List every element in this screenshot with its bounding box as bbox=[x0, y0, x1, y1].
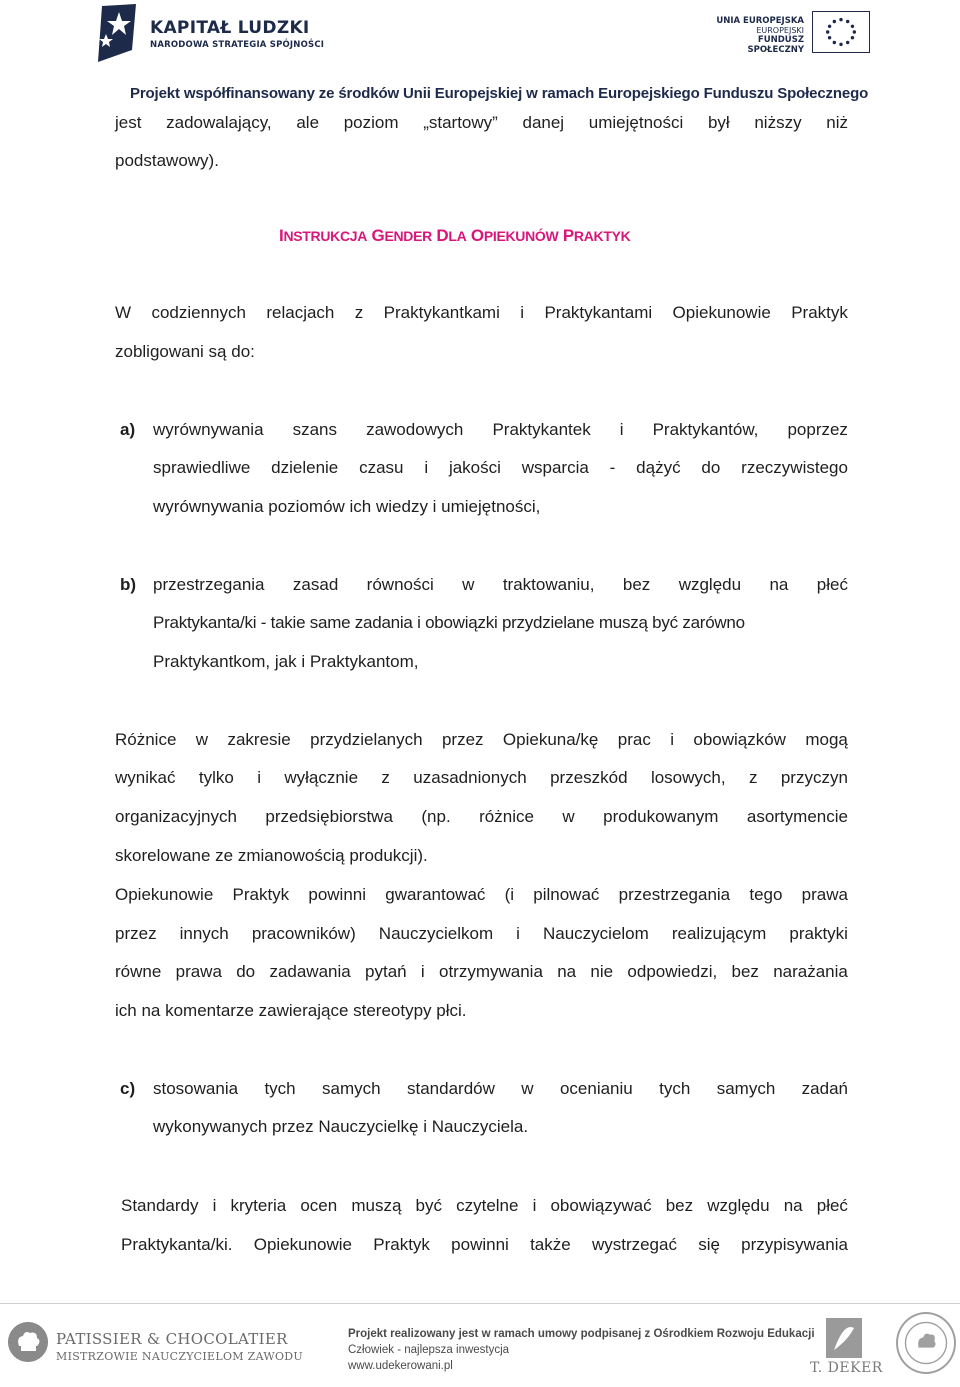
text-span: ENDER bbox=[384, 228, 432, 244]
text-span: i bbox=[619, 420, 624, 439]
para4-line-1 bbox=[121, 1196, 848, 1216]
deker-logo-icon bbox=[826, 1318, 862, 1358]
text-span: Praktykantkami bbox=[383, 303, 500, 322]
text-span: bez bbox=[731, 962, 759, 981]
text-span: być bbox=[415, 1196, 442, 1215]
text-span: poprzez bbox=[787, 420, 848, 439]
text-span: z bbox=[381, 768, 390, 787]
text-span: Praktykantek bbox=[492, 420, 591, 439]
para2-line-3 bbox=[115, 807, 848, 827]
text-span: w bbox=[195, 730, 209, 749]
text-span: obowiązków bbox=[693, 730, 786, 749]
text-span: zawodowych bbox=[366, 420, 464, 439]
text-span: relacjach bbox=[266, 303, 335, 322]
text-span: i bbox=[212, 1196, 217, 1215]
text-span: traktowaniu, bbox=[502, 575, 595, 594]
text-span: NSTRUKCJA bbox=[283, 228, 368, 244]
text-span: na bbox=[769, 575, 789, 594]
text-span: wyrównywania bbox=[153, 420, 264, 439]
kapital-ludzki-logo bbox=[92, 4, 142, 62]
text-span: asortymencie bbox=[746, 807, 848, 826]
text-span: pytań bbox=[365, 962, 407, 981]
word: umiejętności bbox=[588, 113, 684, 132]
text-span: produkowanym bbox=[603, 807, 719, 826]
patissier-title: PATISSIER & CHOCOLATIER bbox=[56, 1330, 288, 1348]
text-span: pilnować bbox=[533, 885, 600, 904]
text-span: Różnice bbox=[115, 730, 177, 749]
text-span: przydzielanych bbox=[310, 730, 423, 749]
para4-line-2 bbox=[121, 1235, 848, 1255]
text-span: powinni bbox=[451, 1235, 509, 1254]
item-b-line-3: Praktykantkom, jak i Praktykantom, bbox=[153, 652, 419, 671]
text-span: mogą bbox=[805, 730, 848, 749]
eu-line1: UNIA EUROPEJSKA bbox=[716, 16, 804, 26]
text-span: przez bbox=[441, 730, 484, 749]
kapital-ludzki-subtitle: NARODOWA STRATEGIA SPÓJNOŚCI bbox=[150, 40, 325, 50]
text-span: standardów bbox=[407, 1079, 495, 1098]
text-span: i bbox=[420, 962, 425, 981]
text-span: losowych, bbox=[650, 768, 726, 787]
text-span: pracowników) bbox=[251, 924, 356, 943]
text-span: Nauczycielkom bbox=[378, 924, 494, 943]
text-span: Praktyk bbox=[232, 885, 290, 904]
text-span: przypisywania bbox=[741, 1235, 848, 1254]
text-span: przestrzegania bbox=[153, 575, 265, 594]
text-span: ocen bbox=[300, 1196, 338, 1215]
text-span: kryteria bbox=[230, 1196, 287, 1215]
text-span: na bbox=[557, 962, 577, 981]
para1-line-2: zobligowani są do: bbox=[115, 342, 255, 361]
ore-slogan: Człowiek - najlepsza inwestycja bbox=[348, 1344, 510, 1356]
text-span: uzasadnionych bbox=[413, 768, 527, 787]
text-span: także bbox=[530, 1235, 571, 1254]
text-span: na bbox=[783, 1196, 803, 1215]
text-span: PIEKUNÓW bbox=[483, 228, 559, 244]
para3-line-2 bbox=[115, 924, 848, 944]
text-span: z bbox=[354, 303, 364, 322]
eu-line3: FUNDUSZ SPOŁECZNY bbox=[747, 35, 804, 55]
text-span: tego bbox=[749, 885, 783, 904]
text-span: O bbox=[470, 226, 484, 245]
text-span: RAKTYK bbox=[573, 228, 631, 244]
text-span: czytelne bbox=[456, 1196, 519, 1215]
word: ale bbox=[296, 113, 320, 132]
item-c-line-1 bbox=[153, 1079, 848, 1099]
text-span: prawa bbox=[801, 885, 848, 904]
text-span: organizacyjnych bbox=[115, 807, 237, 826]
footer-divider bbox=[0, 1303, 960, 1304]
text-span: samych bbox=[322, 1079, 381, 1098]
text-span: odpowiedzi, bbox=[627, 962, 718, 981]
word: „startowy” bbox=[423, 113, 498, 132]
text-span: względu bbox=[707, 1196, 770, 1215]
text-span: przyczyn bbox=[780, 768, 848, 787]
text-span: w bbox=[462, 575, 475, 594]
text-span: tych bbox=[659, 1079, 691, 1098]
text-span: dążyć bbox=[636, 458, 681, 477]
text-span: bez bbox=[665, 1196, 694, 1215]
text-span: obowiązywać bbox=[550, 1196, 652, 1215]
eu-label bbox=[700, 16, 804, 55]
text-span: przeszkód bbox=[550, 768, 628, 787]
intro-line-2: podstawowy). bbox=[115, 151, 219, 170]
para3-line-1 bbox=[115, 885, 848, 905]
text-span: się bbox=[698, 1235, 720, 1254]
para3-line-4: ich na komentarze zawierające stereotypy płci. bbox=[115, 1001, 467, 1020]
text-span: codziennych bbox=[151, 303, 246, 322]
text-span: prawa bbox=[175, 962, 222, 981]
cofunding-note: Projekt współfinansowany ze środków Unii Europejskiej w ramach Europejskiego Funduszu Społecznego bbox=[130, 85, 869, 102]
website-link[interactable]: www.udekerowani.pl bbox=[348, 1360, 453, 1372]
text-span: G bbox=[371, 226, 385, 245]
section-heading bbox=[279, 226, 630, 246]
text-span: innych bbox=[179, 924, 229, 943]
item-c-line-2: wykonywanych przez Nauczycielkę i Nauczyciela. bbox=[153, 1117, 529, 1136]
text-span: bez bbox=[622, 575, 651, 594]
word: danej bbox=[522, 113, 565, 132]
para3-line-3 bbox=[115, 962, 848, 982]
text-span: względu bbox=[678, 575, 742, 594]
kapital-ludzki-title: KAPITAŁ LUDZKI bbox=[150, 18, 310, 38]
text-span: powinni bbox=[308, 885, 367, 904]
text-span: jakości bbox=[448, 458, 501, 477]
para1-line-1 bbox=[115, 303, 848, 323]
text-span: przez bbox=[115, 924, 157, 943]
text-span: płeć bbox=[816, 1196, 848, 1215]
text-span: wynikać bbox=[115, 768, 176, 787]
para2-line-1 bbox=[115, 730, 848, 750]
text-span: i bbox=[532, 1196, 537, 1215]
text-span: P bbox=[562, 226, 574, 245]
text-span: otrzymywania bbox=[438, 962, 543, 981]
text-span: przestrzegania bbox=[618, 885, 731, 904]
text-span: sprawiedliwe bbox=[153, 458, 251, 477]
text-span: Praktykantami bbox=[544, 303, 653, 322]
text-span: (i bbox=[504, 885, 515, 904]
word: był bbox=[707, 113, 730, 132]
text-span: I bbox=[279, 226, 284, 245]
list-label-b: b) bbox=[120, 575, 137, 594]
text-span: w bbox=[521, 1079, 534, 1098]
text-span: Praktyk bbox=[791, 303, 848, 322]
chef-hat-icon bbox=[8, 1322, 48, 1362]
deker-title: T. DEKER bbox=[810, 1360, 883, 1376]
word: poziom bbox=[343, 113, 399, 132]
text-span: Praktyk bbox=[373, 1235, 430, 1254]
intro-line-1 bbox=[115, 113, 848, 133]
text-span: do bbox=[701, 458, 721, 477]
text-span: samych bbox=[716, 1079, 776, 1098]
text-span: Opiekuna/kę bbox=[502, 730, 599, 749]
text-span: Praktykanta/ki. bbox=[121, 1235, 233, 1254]
text-span: rzeczywistego bbox=[741, 458, 848, 477]
list-label-a: a) bbox=[120, 420, 136, 439]
text-span: Opiekunowie bbox=[115, 885, 214, 904]
item-b-line-1 bbox=[153, 575, 848, 595]
para2-line-4: skorelowane ze zmianowością produkcji). bbox=[115, 846, 428, 865]
item-a-line-2 bbox=[153, 458, 848, 478]
text-span: równości bbox=[366, 575, 434, 594]
text-span: zadań bbox=[801, 1079, 848, 1098]
text-span: D bbox=[436, 226, 449, 245]
text-span: zakresie bbox=[227, 730, 291, 749]
text-span: gwarantować bbox=[385, 885, 486, 904]
text-span: stosowania bbox=[153, 1079, 239, 1098]
eu-line2: EUROPEJSKI bbox=[756, 26, 804, 35]
para2-line-2 bbox=[115, 768, 848, 788]
text-span: wyłącznie bbox=[284, 768, 359, 787]
text-span: Standardy bbox=[121, 1196, 199, 1215]
eu-flag-icon bbox=[812, 11, 870, 53]
text-span: muszą bbox=[351, 1196, 402, 1215]
text-span: z bbox=[748, 768, 758, 787]
text-span: równe bbox=[115, 962, 162, 981]
text-span: Praktykantów, bbox=[652, 420, 759, 439]
text-span: i bbox=[516, 924, 520, 943]
text-span: dzielenie bbox=[271, 458, 339, 477]
ore-note: Projekt realizowany jest w ramach umowy podpisanej z Ośrodkiem Rozwoju Edukacji bbox=[348, 1328, 815, 1340]
text-span: Opiekunowie bbox=[253, 1235, 353, 1254]
list-label-c: c) bbox=[120, 1079, 136, 1098]
word: niż bbox=[826, 113, 848, 132]
text-span: ocenianiu bbox=[559, 1079, 633, 1098]
text-span: nie bbox=[590, 962, 614, 981]
word: niższy bbox=[754, 113, 802, 132]
item-a-line-1 bbox=[153, 420, 848, 440]
text-span: do bbox=[236, 962, 256, 981]
text-span: i bbox=[520, 303, 525, 322]
text-span: i bbox=[257, 768, 261, 787]
patissier-subtitle: MISTRZOWIE NAUCZYCIELOM ZAWODU bbox=[56, 1350, 303, 1363]
association-seal-icon bbox=[896, 1312, 956, 1374]
text-span: i bbox=[670, 730, 674, 749]
text-span: W bbox=[115, 303, 132, 322]
text-span: realizującym bbox=[671, 924, 767, 943]
text-span: płeć bbox=[816, 575, 848, 594]
text-span: przedsiębiorstwa bbox=[265, 807, 393, 826]
text-span: zadawania bbox=[269, 962, 351, 981]
text-span: różnice bbox=[479, 807, 534, 826]
text-span: praktyki bbox=[789, 924, 848, 943]
word: zadowalający, bbox=[166, 113, 272, 132]
text-span: wystrzegać bbox=[591, 1235, 677, 1254]
text-span: narażania bbox=[773, 962, 848, 981]
word: jest bbox=[115, 113, 142, 132]
text-span: tylko bbox=[198, 768, 234, 787]
text-span: czasu bbox=[359, 458, 404, 477]
text-span: (np. bbox=[421, 807, 451, 826]
item-b-line-2: Praktykanta/ki - takie same zadania i obowiązki przydzielane muszą być zarówno bbox=[153, 613, 745, 632]
item-a-line-3: wyrównywania poziomów ich wiedzy i umiejętności, bbox=[153, 497, 541, 516]
text-span: - bbox=[609, 458, 616, 477]
text-span: tych bbox=[264, 1079, 296, 1098]
text-span: i bbox=[424, 458, 429, 477]
text-span: LA bbox=[448, 228, 467, 244]
text-span: szans bbox=[292, 420, 338, 439]
text-span: wsparcia bbox=[521, 458, 589, 477]
text-span: Opiekunowie bbox=[672, 303, 771, 322]
page-header bbox=[0, 0, 960, 110]
text-span: zasad bbox=[292, 575, 339, 594]
text-span: prac bbox=[617, 730, 651, 749]
text-span: w bbox=[562, 807, 575, 826]
text-span: Nauczycielom bbox=[542, 924, 649, 943]
